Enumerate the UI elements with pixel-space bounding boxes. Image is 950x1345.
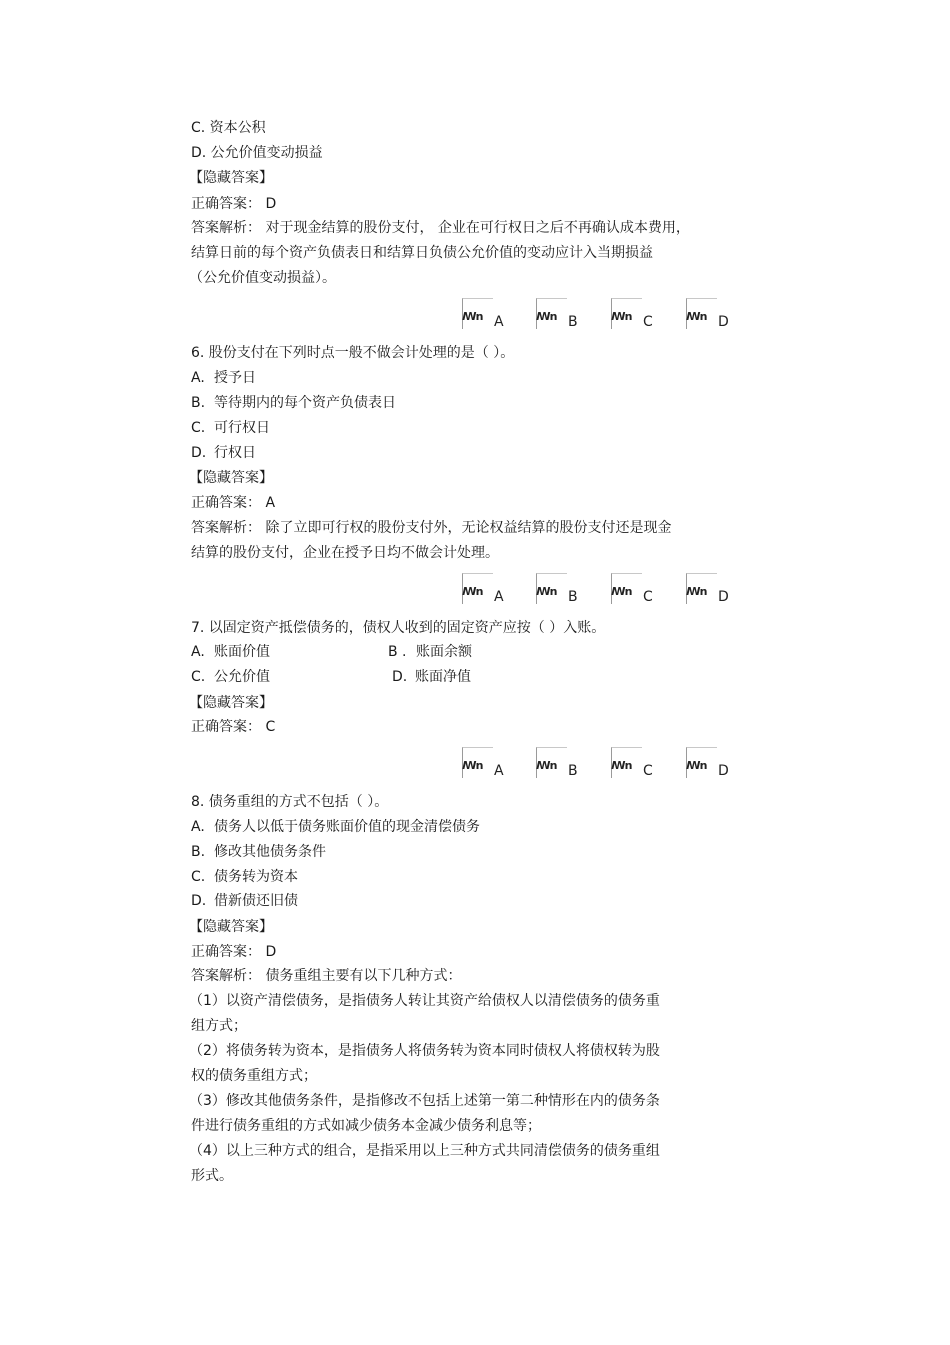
choice-glyph: ꟿn <box>536 759 557 772</box>
answer-choice-row <box>460 747 750 783</box>
hidden-answer-toggle[interactable]: 【隐藏答案】 <box>189 470 273 486</box>
choice-letter: D <box>718 763 729 779</box>
choice-letter: B <box>568 763 578 779</box>
choice-glyph: ꟿn <box>462 585 483 598</box>
choice-b[interactable] <box>534 573 600 609</box>
question-text: 8. 债务重组的方式不包括（ ）。 <box>191 794 389 810</box>
explanation-line: 结算日前的每个资产负债表日和结算日负债公允价值的变动应计入当期损益 <box>191 245 653 261</box>
option-d: D. 公允价值变动损益 <box>191 145 323 161</box>
choice-a[interactable] <box>460 298 526 334</box>
explanation-line: （公允价值变动损益）。 <box>189 270 336 286</box>
choice-c[interactable] <box>609 573 675 609</box>
hidden-answer-toggle[interactable]: 【隐藏答案】 <box>189 170 273 186</box>
choice-letter: C <box>643 314 653 330</box>
choice-letter: C <box>643 589 653 605</box>
choice-a[interactable] <box>460 747 526 783</box>
explanation-line: 权的债务重组方式； <box>191 1068 317 1084</box>
option-c: C. 债务转为资本 <box>191 869 298 885</box>
answer-choice-row <box>460 298 750 334</box>
explanation-line: （3）修改其他债务条件，是指修改不包括上述第一第二种情形在内的债务条 <box>189 1093 660 1109</box>
choice-c[interactable] <box>609 747 675 783</box>
explanation-line: 组方式； <box>191 1018 247 1034</box>
choice-glyph: ꟿn <box>462 310 483 323</box>
explanation-line: （1）以资产清偿债务，是指债务人转让其资产给债权人以清偿债务的债务重 <box>189 993 660 1009</box>
choice-a[interactable] <box>460 573 526 609</box>
explanation-line: 答案解析： 债务重组主要有以下几种方式： <box>191 968 462 984</box>
choice-glyph: ꟿn <box>686 585 707 598</box>
choice-letter: A <box>494 314 504 330</box>
hidden-answer-toggle[interactable]: 【隐藏答案】 <box>189 919 273 935</box>
choice-d[interactable] <box>684 298 750 334</box>
choice-letter: A <box>494 589 504 605</box>
option-b: B. 等待期内的每个资产负债表日 <box>191 395 396 411</box>
option-c: C. 资本公积 <box>191 120 266 136</box>
option-b: B . 账面余额 <box>388 644 472 660</box>
choice-b[interactable] <box>534 298 600 334</box>
choice-letter: C <box>643 763 653 779</box>
correct-answer: 正确答案： D <box>191 944 277 960</box>
correct-answer: 正确答案： D <box>191 196 277 212</box>
choice-glyph: ꟿn <box>611 310 632 323</box>
question-text: 6. 股份支付在下列时点一般不做会计处理的是（ ）。 <box>191 345 515 361</box>
option-d: D. 账面净值 <box>392 669 471 685</box>
correct-answer: 正确答案： C <box>191 719 276 735</box>
choice-glyph: ꟿn <box>536 310 557 323</box>
choice-d[interactable] <box>684 747 750 783</box>
option-a: A. 账面价值 <box>191 644 270 660</box>
choice-glyph: ꟿn <box>611 585 632 598</box>
choice-glyph: ꟿn <box>686 310 707 323</box>
choice-letter: B <box>568 589 578 605</box>
explanation-line: 答案解析： 对于现金结算的股份支付， 企业在可行权日之后不再确认成本费用， <box>191 220 690 236</box>
option-d: D. 行权日 <box>191 445 256 461</box>
option-a: A. 授予日 <box>191 370 256 386</box>
hidden-answer-toggle[interactable]: 【隐藏答案】 <box>189 695 273 711</box>
choice-d[interactable] <box>684 573 750 609</box>
option-d: D. 借新债还旧债 <box>191 893 298 909</box>
choice-glyph: ꟿn <box>686 759 707 772</box>
choice-c[interactable] <box>609 298 675 334</box>
choice-glyph: ꟿn <box>536 585 557 598</box>
question-text: 7. 以固定资产抵偿债务的，债权人收到的固定资产应按（ ）入账。 <box>191 620 606 636</box>
option-b: B. 修改其他债务条件 <box>191 844 326 860</box>
explanation-line: （4）以上三种方式的组合，是指采用以上三种方式共同清偿债务的债务重组 <box>189 1143 660 1159</box>
choice-glyph: ꟿn <box>611 759 632 772</box>
explanation-line: （2）将债务转为资本，是指债务人将债务转为资本同时债权人将债权转为股 <box>189 1043 660 1059</box>
choice-b[interactable] <box>534 747 600 783</box>
choice-letter: B <box>568 314 578 330</box>
explanation-line: 件进行债务重组的方式如减少债务本金减少债务利息等； <box>191 1118 541 1134</box>
choice-letter: D <box>718 589 729 605</box>
explanation-line: 结算的股份支付，企业在授予日均不做会计处理。 <box>191 545 499 561</box>
choice-letter: A <box>494 763 504 779</box>
answer-choice-row <box>460 573 750 609</box>
explanation-line: 答案解析： 除了立即可行权的股份支付外，无论权益结算的股份支付还是现金 <box>191 520 672 536</box>
correct-answer: 正确答案： A <box>191 495 276 511</box>
option-c: C. 可行权日 <box>191 420 270 436</box>
option-a: A. 债务人以低于债务账面价值的现金清偿债务 <box>191 819 480 835</box>
choice-glyph: ꟿn <box>462 759 483 772</box>
choice-letter: D <box>718 314 729 330</box>
explanation-line: 形式。 <box>191 1168 233 1184</box>
option-c: C. 公允价值 <box>191 669 270 685</box>
